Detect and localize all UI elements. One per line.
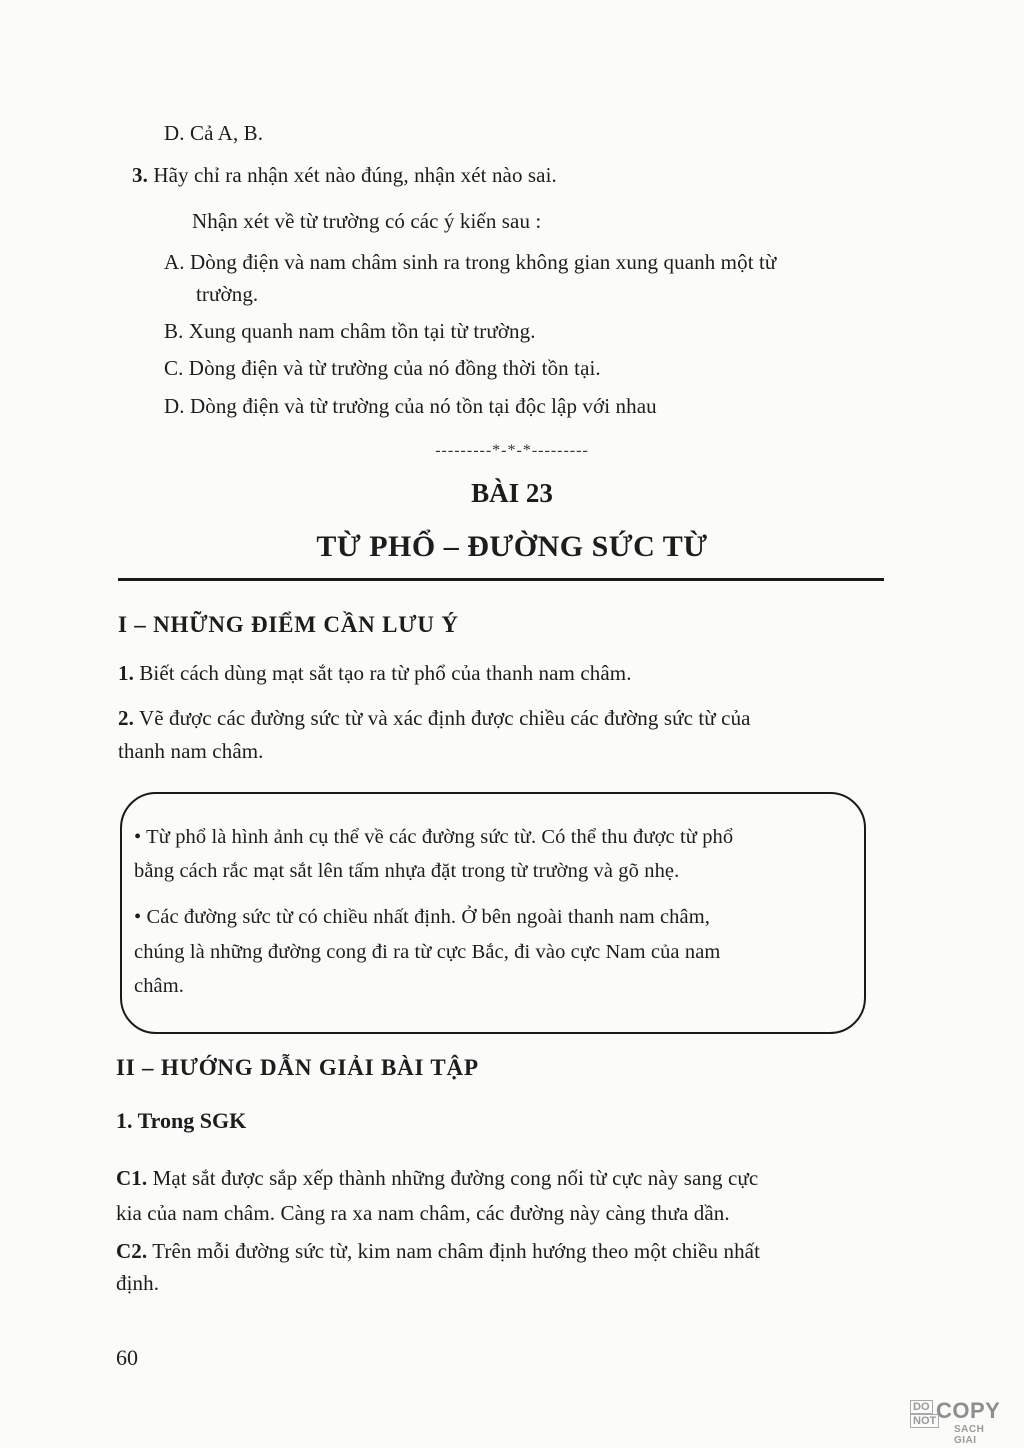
section-1-heading: I – NHỮNG ĐIỂM CẦN LƯU Ý — [118, 612, 459, 637]
title-rule — [118, 578, 884, 581]
lesson-title: TỪ PHỔ – ĐƯỜNG SỨC TỪ — [316, 530, 708, 563]
answer-c1-text-line1: Mạt sắt được sắp xếp thành những đường cong nối từ cực này sang cực — [152, 1166, 759, 1190]
item-2-text-line1: Vẽ được các đường sức từ và xác định được chiều các đường sức từ của — [138, 706, 751, 730]
question-3-number: 3. — [132, 163, 148, 187]
section-2-heading: II – HƯỚNG DẪN GIẢI BÀI TẬP — [116, 1055, 479, 1080]
item-1-text: Biết cách dùng mạt sắt tạo ra từ phổ của thanh nam châm. — [139, 661, 632, 685]
note-p2-line1: • Các đường sức từ có chiều nhất định. Ở bên ngoài thanh nam châm, — [134, 906, 711, 928]
option-d-previous: D. Cả A, B. — [164, 121, 264, 145]
question-3-option-c: C. Dòng điện và từ trường của nó đồng thời tồn tại. — [164, 356, 601, 380]
note-p2-line3: châm. — [134, 975, 185, 997]
note-p2-line2: chúng là những đường cong đi ra từ cực Bắc, đi vào cực Nam của nam — [134, 941, 721, 963]
question-3-option-b: B. Xung quanh nam châm tồn tại từ trường. — [164, 319, 536, 343]
question-3 — [132, 160, 557, 190]
answer-c1-line1 — [116, 1163, 758, 1193]
question-3-prompt: Hãy chỉ ra nhận xét nào đúng, nhận xét nào sai. — [153, 163, 557, 187]
answer-c2-line2: định. — [116, 1271, 160, 1295]
question-3-intro: Nhận xét về từ trường có các ý kiến sau : — [192, 209, 542, 233]
answer-c2-label: C2. — [116, 1239, 148, 1263]
item-1-number: 1. — [118, 661, 134, 685]
do-not-copy-watermark — [906, 1398, 1010, 1446]
subsection-trong-sgk: 1. Trong SGK — [116, 1108, 247, 1133]
section-1-item-2-line2: thanh nam châm. — [118, 739, 264, 763]
note-p1-line2: bằng cách rắc mạt sắt lên tấm nhựa đặt trong từ trường và gõ nhẹ. — [134, 860, 680, 882]
watermark-do: DO — [910, 1400, 933, 1414]
section-separator: ---------*-*-*--------- — [435, 442, 589, 459]
lesson-number: BÀI 23 — [471, 478, 553, 508]
watermark-brand: SACH GIAI — [954, 1424, 985, 1446]
question-3-option-a-line2: trường. — [196, 282, 259, 306]
section-1-item-1 — [118, 658, 632, 688]
item-2-number: 2. — [118, 706, 134, 730]
question-3-option-a-line1: A. Dòng điện và nam châm sinh ra trong không gian xung quanh một từ — [164, 250, 777, 274]
note-box — [120, 792, 866, 1034]
answer-c2-line1 — [116, 1236, 760, 1266]
section-1-item-2-line1 — [118, 703, 751, 733]
watermark-not: NOT — [910, 1414, 939, 1428]
watermark-copy: COPY — [936, 1398, 1001, 1423]
note-p1-line1: • Từ phổ là hình ảnh cụ thể về các đường sức từ. Có thể thu được từ phổ — [134, 826, 734, 848]
question-3-option-d: D. Dòng điện và từ trường của nó tồn tại độc lập với nhau — [164, 394, 657, 418]
page-number: 60 — [116, 1345, 138, 1370]
answer-c1-label: C1. — [116, 1166, 148, 1190]
answer-c2-text-line1: Trên mỗi đường sức từ, kim nam châm định hướng theo một chiều nhất — [152, 1239, 761, 1263]
answer-c1-line2: kia của nam châm. Càng ra xa nam châm, các đường này càng thưa dần. — [116, 1201, 730, 1225]
